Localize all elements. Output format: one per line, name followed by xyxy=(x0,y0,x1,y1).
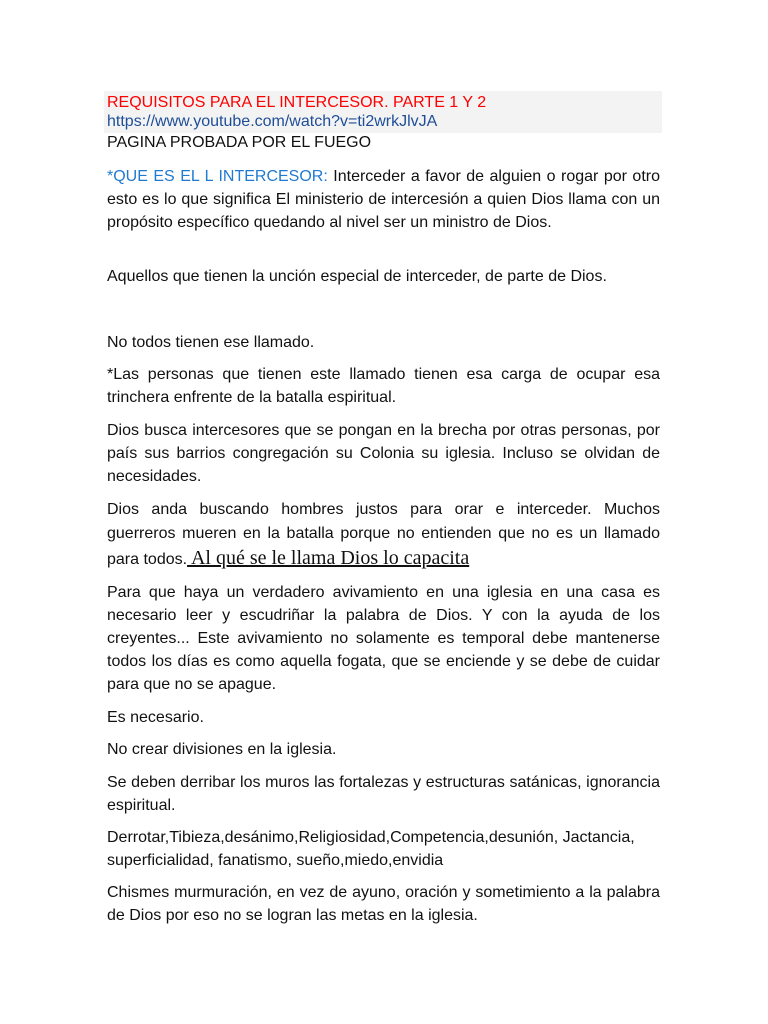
paragraph-necessary: Es necesario. xyxy=(107,709,204,726)
definition-lead: *QUE ES EL L INTERCESOR: xyxy=(107,168,328,185)
paragraph-trench: *Las personas que tienen este llamado tienen esa carga de ocupar esa trinchera enfrente de la batalla espiritual. xyxy=(107,366,660,406)
paragraph-not-all: No todos tienen ese llamado. xyxy=(107,334,315,351)
paragraph-revival: Para que haya un verdadero avivamiento en una iglesia en una casa es necesario leer y escudriñar la palabra de Dios. Y con la ayuda de los creyentes... Este avivamiento no solamente es temporal debe mantenerse todos los días es como aquella fogata, que se enciende y se debe de cuidar para que no se apague. xyxy=(107,584,660,693)
youtube-link[interactable]: https://www.youtube.com/watch?v=ti2wrkJlvJA xyxy=(107,113,438,130)
document-subtitle: PAGINA PROBADA POR EL FUEGO xyxy=(107,134,372,151)
righteous-men-text: Dios anda buscando hombres justos para orar e interceder. Muchos guerreros mueren en la batalla porque no entienden que no es un llamado para todos. xyxy=(107,501,660,568)
paragraph-walls: Se deben derribar los muros las fortalezas y estructuras satánicas, ignorancia espiritual. xyxy=(107,774,660,814)
paragraph-righteous-men xyxy=(107,498,660,572)
calling-callout: Al qué se le llama Dios lo capacita xyxy=(187,547,470,569)
paragraph-defeat-list: Derrotar,Tibieza,desánimo,Religiosidad,Competencia,desunión, Jactancia, superficialidad, fanatismo, sueño,miedo,envidia xyxy=(107,829,635,869)
paragraph-gossip: Chismes murmuración, en vez de ayuno, oración y sometimiento a la palabra de Dios por eso no se logran las metas en la iglesia. xyxy=(107,884,660,924)
paragraph-anointing: Aquellos que tienen la unción especial de interceder, de parte de Dios. xyxy=(107,268,607,285)
paragraph-definition xyxy=(107,165,660,234)
paragraph-intercessors: Dios busca intercesores que se pongan en la brecha por otras personas, por país sus barrios congregación su Colonia su iglesia. Incluso se olvidan de necesidades. xyxy=(107,422,660,485)
paragraph-divisions: No crear divisiones en la iglesia. xyxy=(107,741,337,758)
definition-text: Interceder a favor de alguien o rogar por otro esto es lo que significa El ministerio de intercesión a quien Dios llama con un propósito específico quedando al nivel ser un ministro de Dios. xyxy=(107,168,661,231)
document-title: REQUISITOS PARA EL INTERCESOR. PARTE 1 Y 2 xyxy=(107,94,487,111)
